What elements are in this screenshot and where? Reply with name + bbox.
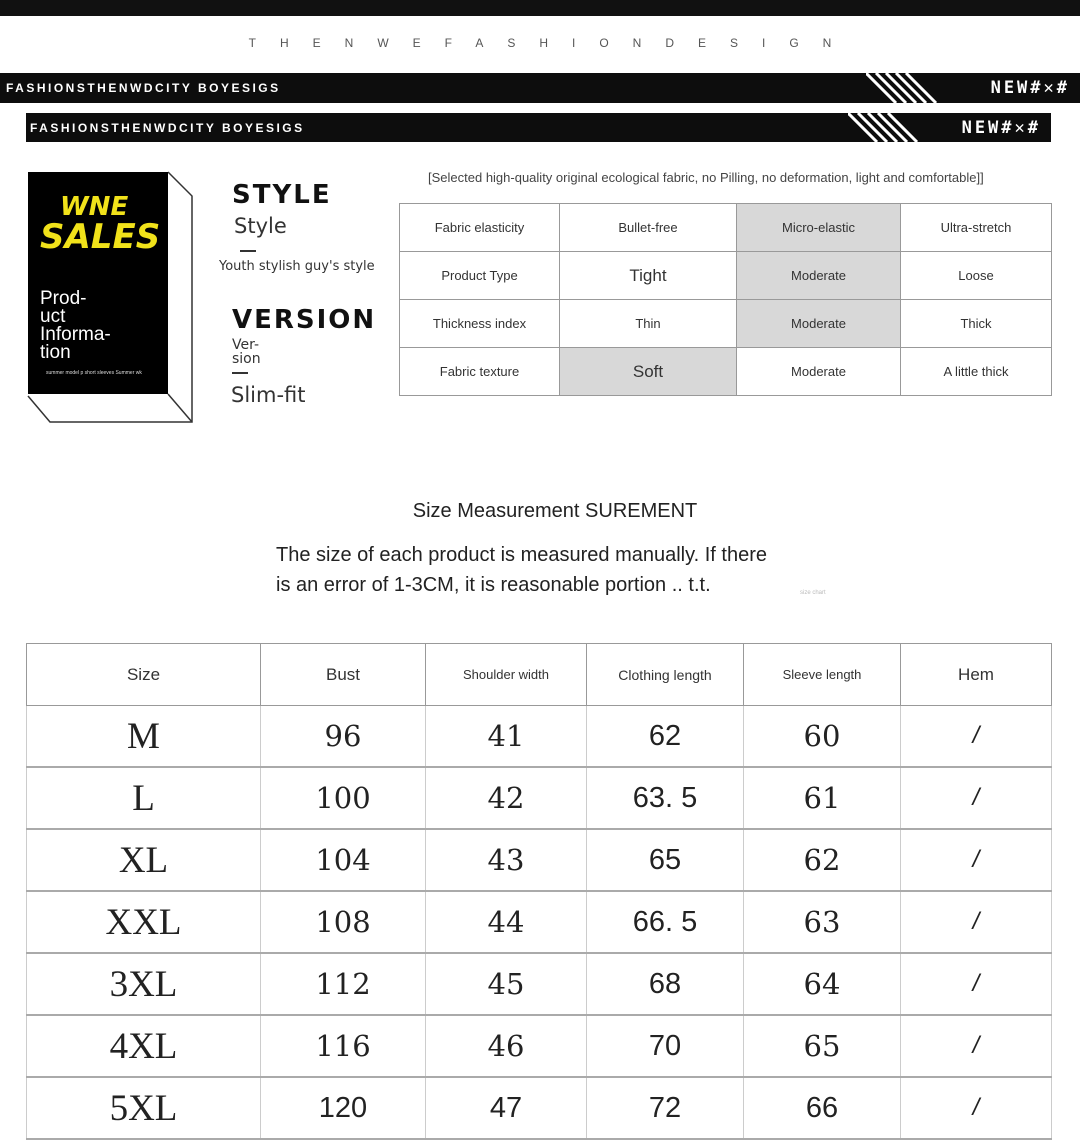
measurement-title: Size Measurement SUREMENT [412, 500, 698, 522]
fabric-option: Thick [901, 300, 1052, 348]
shoulder-cell: 41 [426, 706, 587, 768]
tiny-mark: size chart [800, 590, 826, 596]
banner-text: FASHIONSTHENWDCITY BOYESIGS [30, 120, 305, 135]
table-row [27, 767, 1052, 829]
shoulder-cell: 43 [426, 829, 587, 891]
top-black-bar [0, 0, 1080, 16]
new-tag: NEW#✕# [990, 78, 1070, 98]
length-cell: 65 [587, 829, 744, 891]
product-information-text [40, 290, 111, 362]
fabric-option: Bullet-free [560, 204, 737, 252]
bust-cell: 108 [261, 891, 426, 953]
fabric-option-selected: Moderate [737, 252, 901, 300]
size-cell: 3XL [27, 953, 261, 1015]
bust-cell: 120 [261, 1077, 426, 1139]
size-header-row [27, 644, 1052, 706]
fabric-row-elasticity [400, 204, 1052, 252]
size-cell: XL [27, 829, 261, 891]
header-length: Clothing length [587, 644, 744, 706]
fabric-label: Thickness index [400, 300, 560, 348]
hem-cell: / [901, 829, 1052, 891]
size-table [26, 643, 1052, 1140]
fabric-table [399, 203, 1052, 396]
length-cell: 70 [587, 1015, 744, 1077]
desc-line: is an error of 1-3CM, it is reasonable portion .. t.t. [276, 574, 711, 596]
fabric-option-selected: Soft [560, 348, 737, 396]
bust-cell: 112 [261, 953, 426, 1015]
table-row [27, 706, 1052, 768]
style-description: Youth stylish guy's style [219, 259, 375, 274]
box-small-text: summer model p short sleeves Summer wk [46, 370, 142, 376]
length-cell: 62 [587, 706, 744, 768]
hem-cell: / [901, 1077, 1052, 1139]
hem-cell: / [901, 953, 1052, 1015]
fabric-option: Loose [901, 252, 1052, 300]
length-cell: 68 [587, 953, 744, 1015]
info-line: uct [40, 306, 66, 327]
size-cell: XXL [27, 891, 261, 953]
version-sub-line: Ver- [232, 337, 260, 353]
sales-line2: SALES [40, 217, 161, 257]
table-row [27, 1015, 1052, 1077]
brand-spaced-text: THENWEFASHIONDESIGN [248, 36, 856, 50]
header-size: Size [27, 644, 261, 706]
fabric-row-thickness [400, 300, 1052, 348]
new-tag: NEW#✕# [961, 117, 1041, 138]
bust-cell: 100 [261, 767, 426, 829]
length-cell: 66. 5 [587, 891, 744, 953]
size-cell: 5XL [27, 1077, 261, 1139]
table-row [27, 891, 1052, 953]
sales-logo [40, 192, 161, 257]
size-cell: 4XL [27, 1015, 261, 1077]
table-row [27, 953, 1052, 1015]
fabric-option: Moderate [737, 348, 901, 396]
sales-line1: WNE [60, 192, 129, 222]
hem-cell: / [901, 767, 1052, 829]
bust-cell: 116 [261, 1015, 426, 1077]
table-row [27, 829, 1052, 891]
version-heading: VERSION [232, 305, 377, 335]
sleeve-cell: 65 [744, 1015, 901, 1077]
fabric-label: Fabric elasticity [400, 204, 560, 252]
shoulder-cell: 47 [426, 1077, 587, 1139]
header-shoulder: Shoulder width [426, 644, 587, 706]
fabric-option: Tight [560, 252, 737, 300]
shoulder-cell: 46 [426, 1015, 587, 1077]
sleeve-cell: 61 [744, 767, 901, 829]
fabric-option: Thin [560, 300, 737, 348]
info-line: Prod- [40, 288, 87, 309]
fabric-note: [Selected high-quality original ecological fabric, no Pilling, no deformation, light and comfortable]] [428, 170, 984, 185]
fabric-option-selected: Moderate [737, 300, 901, 348]
header-hem: Hem [901, 644, 1052, 706]
banner-second [26, 113, 1051, 142]
size-cell: L [27, 767, 261, 829]
fabric-label: Fabric texture [400, 348, 560, 396]
fabric-option: Ultra-stretch [901, 204, 1052, 252]
fabric-row-texture [400, 348, 1052, 396]
sleeve-cell: 64 [744, 953, 901, 1015]
shoulder-cell: 44 [426, 891, 587, 953]
desc-line: The size of each product is measured manually. If there [276, 544, 767, 566]
banner-top [0, 73, 1080, 103]
stripes-icon [866, 73, 946, 103]
version-sub [232, 338, 261, 366]
version-dash [232, 372, 248, 374]
bust-cell: 104 [261, 829, 426, 891]
fabric-label: Product Type [400, 252, 560, 300]
shoulder-cell: 42 [426, 767, 587, 829]
style-heading: STYLE [232, 180, 332, 210]
hem-cell: / [901, 1015, 1052, 1077]
info-line: Informa- [40, 324, 111, 345]
sleeve-cell: 66 [744, 1077, 901, 1139]
style-sub: Style [234, 214, 287, 238]
length-cell: 63. 5 [587, 767, 744, 829]
header-sleeve: Sleeve length [744, 644, 901, 706]
size-cell: M [27, 706, 261, 768]
measurement-description [276, 540, 836, 600]
fabric-row-product-type [400, 252, 1052, 300]
banner-text: FASHIONSTHENWDCITY BOYESIGS [6, 81, 281, 95]
length-cell: 72 [587, 1077, 744, 1139]
style-dash [240, 250, 256, 252]
sleeve-cell: 63 [744, 891, 901, 953]
hem-cell: / [901, 891, 1052, 953]
sleeve-cell: 62 [744, 829, 901, 891]
info-line: tion [40, 342, 71, 363]
product-info-box [26, 170, 198, 428]
version-value: Slim-fit [231, 383, 306, 407]
sleeve-cell: 60 [744, 706, 901, 768]
fabric-option: A little thick [901, 348, 1052, 396]
hem-cell: / [901, 706, 1052, 768]
table-row [27, 1077, 1052, 1139]
stripes-icon [848, 113, 928, 142]
fabric-option-selected: Micro-elastic [737, 204, 901, 252]
bust-cell: 96 [261, 706, 426, 768]
shoulder-cell: 45 [426, 953, 587, 1015]
header-bust: Bust [261, 644, 426, 706]
version-sub-line: sion [232, 351, 261, 367]
